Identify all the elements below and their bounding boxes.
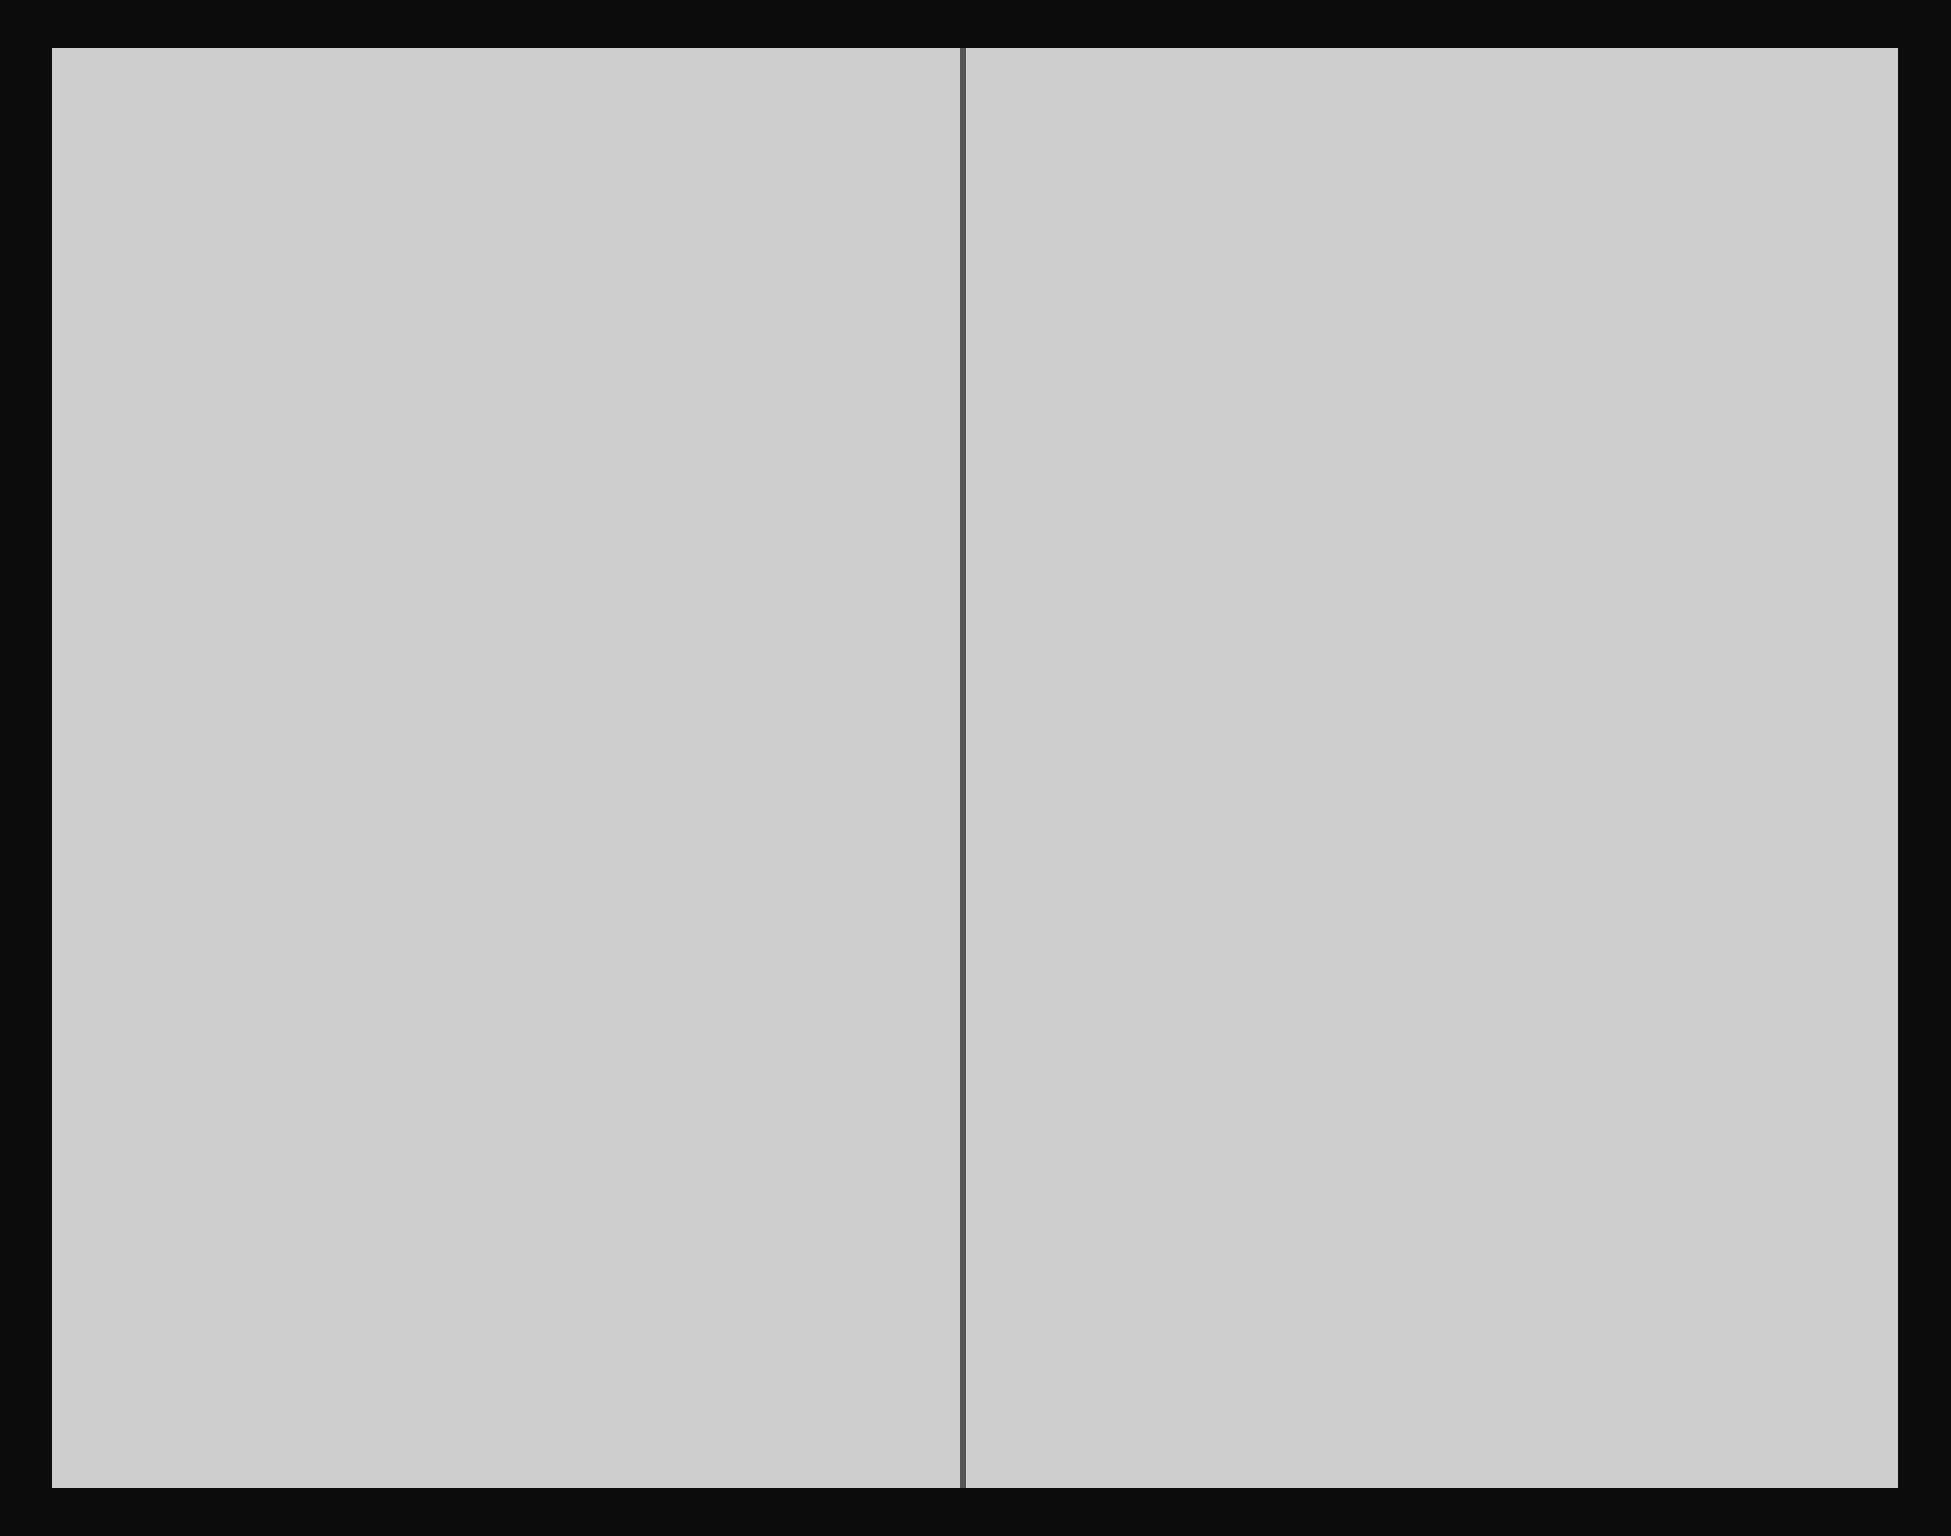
left-page	[52, 48, 965, 1488]
right-page	[966, 48, 1898, 1488]
